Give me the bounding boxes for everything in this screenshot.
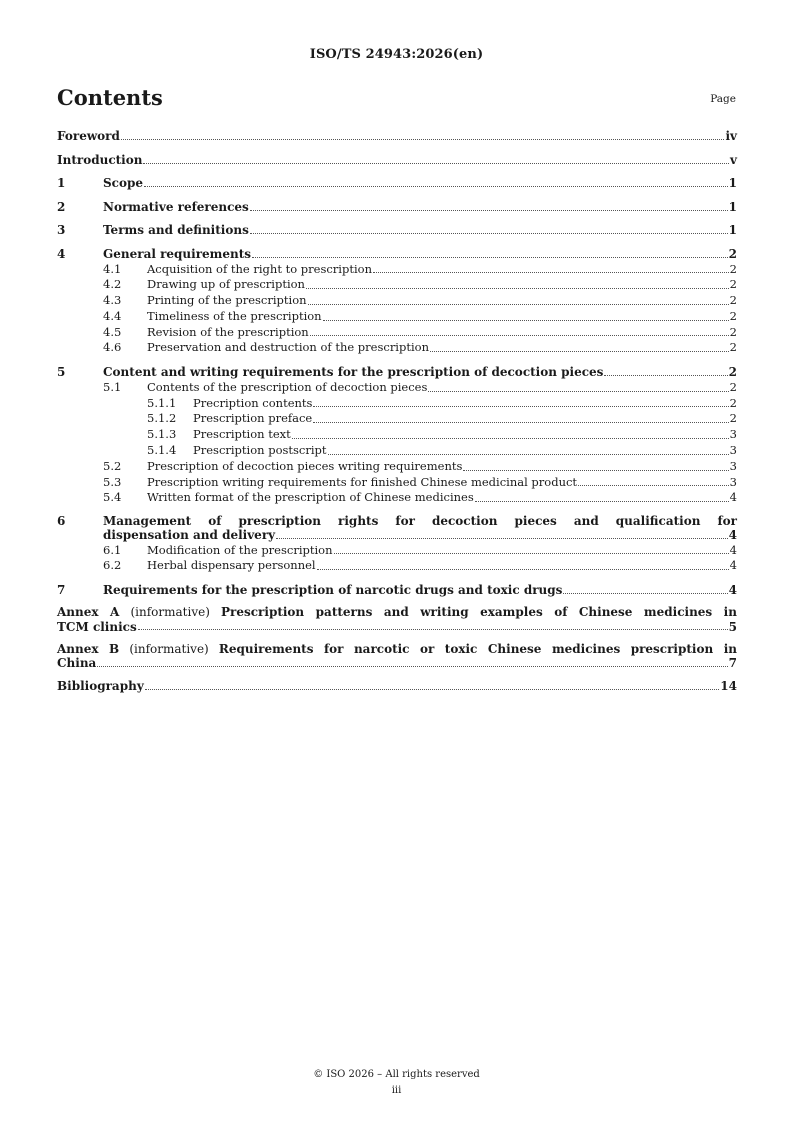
toc-entry-5-1-3[interactable] (57, 427, 737, 443)
toc-entry-title-line1: Management of prescription rights for decoction pieces and qualification for (103, 513, 737, 528)
toc-entry-title-line1-row (57, 642, 737, 657)
toc-entry-title: Normative references (103, 199, 249, 214)
toc-page-number: 3 (729, 474, 737, 489)
dot-leader (328, 454, 729, 455)
toc-page-number: 2 (729, 293, 737, 308)
toc-entry-bibliography[interactable] (57, 678, 737, 694)
dot-leader (310, 335, 729, 336)
dot-leader (475, 501, 729, 502)
contents-title: Contents (57, 85, 163, 110)
dot-leader (323, 320, 729, 321)
toc-page-number: 2 (729, 395, 737, 410)
dot-leader (306, 288, 729, 289)
toc-page-number: 1 (728, 199, 737, 214)
toc-entry-annex-a[interactable] (57, 605, 737, 634)
page-column-label: Page (710, 93, 736, 105)
toc-section-number: 4.1 (103, 261, 122, 276)
toc-section-number: 5.1 (103, 379, 122, 394)
toc-entry-5-1-4[interactable] (57, 443, 737, 459)
toc-page-number: 2 (729, 277, 737, 292)
toc-entry-title: Prescription preface (193, 411, 313, 426)
toc-page-number: 3 (729, 427, 737, 442)
toc-section-number: 4.6 (103, 340, 122, 355)
toc-page-number: 2 (729, 324, 737, 339)
toc-entry-title: Terms and definitions (103, 223, 249, 237)
toc-entry-title-line2: TCM clinics (57, 619, 137, 634)
annex-label: Annex A (57, 605, 120, 620)
toc-page-number: v (730, 152, 737, 167)
toc-entry-title: Prescription postscript (193, 442, 327, 457)
toc-entry-title-block (103, 514, 737, 543)
toc-entry-content-and-writing-requirements[interactable] (57, 364, 737, 380)
dot-leader (143, 163, 729, 164)
toc-entry-title: Prescription text (193, 427, 291, 442)
dot-leader (604, 375, 727, 376)
toc-entry-title: Foreword (57, 129, 120, 143)
toc-entry-5-3[interactable] (57, 475, 737, 491)
toc-entry-title-block (57, 605, 737, 634)
toc-entry-title: Acquisition of the right to prescription (147, 261, 372, 276)
toc-entry-title-line1: Prescription patterns and writing examples of Chinese medicines in (221, 605, 737, 620)
dot-leader (292, 438, 729, 439)
toc-entry-4-5[interactable] (57, 325, 737, 341)
table-of-contents (57, 128, 737, 694)
page-number: iii (391, 1085, 402, 1096)
toc-section-number: 6.1 (103, 542, 122, 557)
toc-section-number: 5.1.4 (147, 442, 177, 457)
toc-section-number: 5.1.3 (147, 427, 177, 442)
toc-page-number: 1 (728, 223, 737, 237)
toc-entry-4-1[interactable] (57, 262, 737, 278)
toc-section-number: 5 (57, 364, 66, 379)
toc-entry-title: Precription contents (193, 395, 313, 410)
toc-section-number: 1 (57, 176, 66, 190)
toc-entry-title: Prescription of decoction pieces writing requirements (147, 458, 463, 473)
toc-entry-title: Content and writing requirements for the prescription of decoction pieces (103, 364, 604, 379)
dot-leader (373, 272, 729, 273)
toc-entry-4-6[interactable] (57, 340, 737, 356)
toc-page-number: 4 (728, 582, 737, 597)
toc-page-number: 2 (728, 364, 737, 379)
toc-entry-title-line2: dispensation and delivery (103, 528, 276, 543)
toc-entry-title: Prescription writing requirements for finished Chinese medicinal product (147, 474, 578, 489)
toc-entry-title: Herbal dispensary personnel (147, 558, 316, 573)
toc-entry-management-of-prescription-rights[interactable] (57, 514, 737, 543)
dot-leader (252, 257, 728, 258)
dot-leader (313, 422, 728, 423)
toc-entry-title: Revision of the prescription (147, 324, 309, 339)
dot-leader (144, 186, 728, 187)
toc-section-number: 7 (57, 582, 66, 597)
dot-leader (145, 689, 720, 690)
dot-leader (578, 485, 729, 486)
toc-entry-title: Written format of the prescription of Chinese medicines (147, 490, 474, 505)
toc-entry-title-line2-row (57, 620, 737, 635)
toc-section-number: 5.1.1 (147, 395, 177, 410)
toc-page-number: 1 (728, 176, 737, 190)
toc-entry-title: Drawing up of prescription (147, 277, 305, 292)
dot-leader (276, 538, 728, 539)
dot-leader (317, 569, 729, 570)
toc-page-number: 2 (729, 379, 737, 394)
toc-section-number: 3 (57, 223, 66, 237)
toc-entry-scope[interactable] (57, 175, 737, 191)
toc-entry-title: Introduction (57, 152, 143, 167)
toc-entry-4-4[interactable] (57, 309, 737, 325)
dot-leader (313, 406, 728, 407)
copyright-notice: © ISO 2026 – All rights reserved (313, 1069, 480, 1080)
toc-entry-annex-b[interactable] (57, 642, 737, 671)
toc-page-number: 3 (729, 442, 737, 457)
toc-section-number: 5.4 (103, 490, 122, 505)
toc-page-number: iv (725, 129, 737, 143)
toc-page-number: 5 (728, 619, 737, 634)
toc-entry-title-line2: China (57, 656, 97, 671)
toc-entry-title-line2-row (57, 656, 737, 671)
toc-entry-title-block (57, 642, 737, 671)
toc-page-number: 4 (729, 558, 737, 573)
toc-entry-6-1[interactable] (57, 543, 737, 559)
toc-section-number: 5.3 (103, 474, 122, 489)
toc-entry-title-line2-row (103, 528, 737, 543)
toc-entry-general-requirements[interactable] (57, 246, 737, 262)
dot-leader (250, 210, 728, 211)
dot-leader (121, 139, 725, 140)
toc-page-number: 2 (729, 340, 737, 355)
toc-page-number: 7 (728, 656, 737, 671)
toc-entry-5-2[interactable] (57, 459, 737, 475)
dot-leader (97, 666, 727, 667)
toc-entry-introduction[interactable] (57, 152, 737, 168)
toc-entry-narcotic-and-toxic-drugs[interactable] (57, 582, 737, 598)
toc-entry-4-2[interactable] (57, 277, 737, 293)
annex-label: Annex B (57, 641, 120, 656)
toc-entry-5-1[interactable] (57, 380, 737, 396)
toc-page-number: 4 (729, 490, 737, 505)
toc-section-number: 5.2 (103, 458, 122, 473)
toc-entry-4-3[interactable] (57, 293, 737, 309)
toc-section-number: 6 (57, 513, 66, 528)
toc-entry-foreword[interactable] (57, 128, 737, 144)
dot-leader (138, 629, 728, 630)
toc-section-number: 4 (57, 246, 66, 261)
toc-entry-title: Contents of the prescription of decoction pieces (147, 379, 428, 394)
dot-leader (334, 553, 729, 554)
toc-entry-title: Printing of the prescription (147, 293, 307, 308)
toc-entry-title: Scope (103, 176, 144, 190)
toc-entry-5-1-2[interactable] (57, 411, 737, 427)
toc-entry-6-2[interactable] (57, 558, 737, 574)
toc-page-number: 2 (729, 308, 737, 323)
toc-entry-title: Timeliness of the prescription (147, 308, 322, 323)
dot-leader (463, 470, 728, 471)
toc-page-number: 14 (720, 679, 737, 694)
toc-section-number: 5.1.2 (147, 411, 177, 426)
toc-entry-terms-and-definitions[interactable] (57, 222, 737, 238)
toc-page-number: 4 (729, 542, 737, 557)
toc-section-number: 4.5 (103, 324, 122, 339)
toc-entry-title-line1: Requirements for narcotic or toxic Chinese medicines prescription in (218, 641, 737, 656)
toc-section-number: 2 (57, 199, 66, 214)
toc-section-number: 4.2 (103, 277, 122, 292)
toc-entry-5-1-1[interactable] (57, 396, 737, 412)
dot-leader (250, 233, 728, 234)
toc-section-number: 4.4 (103, 308, 122, 323)
dot-leader (428, 391, 728, 392)
dot-leader (308, 304, 729, 305)
dot-leader (430, 351, 729, 352)
toc-entry-title-line1-row (57, 605, 737, 620)
toc-section-number: 4.3 (103, 293, 122, 308)
toc-section-number: 6.2 (103, 558, 122, 573)
document-id-header: ISO/TS 24943:2026(en) (309, 47, 484, 62)
dot-leader (563, 593, 727, 594)
annex-note: (informative) (130, 605, 210, 620)
toc-entry-title: Bibliography (57, 679, 144, 694)
toc-entry-normative-references[interactable] (57, 199, 737, 215)
toc-entry-title: Requirements for the prescription of narcotic drugs and toxic drugs (103, 582, 563, 597)
toc-page-number: 2 (729, 261, 737, 276)
toc-page-number: 2 (728, 246, 737, 261)
toc-entry-title: Modification of the prescription (147, 542, 333, 557)
toc-page-number: 4 (728, 528, 737, 543)
toc-entry-title: General requirements (103, 246, 252, 261)
toc-page-number: 2 (729, 411, 737, 426)
page-footer (0, 1067, 793, 1099)
toc-entry-title: Preservation and destruction of the prescription (147, 340, 429, 355)
toc-page-number: 3 (729, 458, 737, 473)
toc-entry-5-4[interactable] (57, 490, 737, 506)
annex-note: (informative) (129, 641, 209, 656)
